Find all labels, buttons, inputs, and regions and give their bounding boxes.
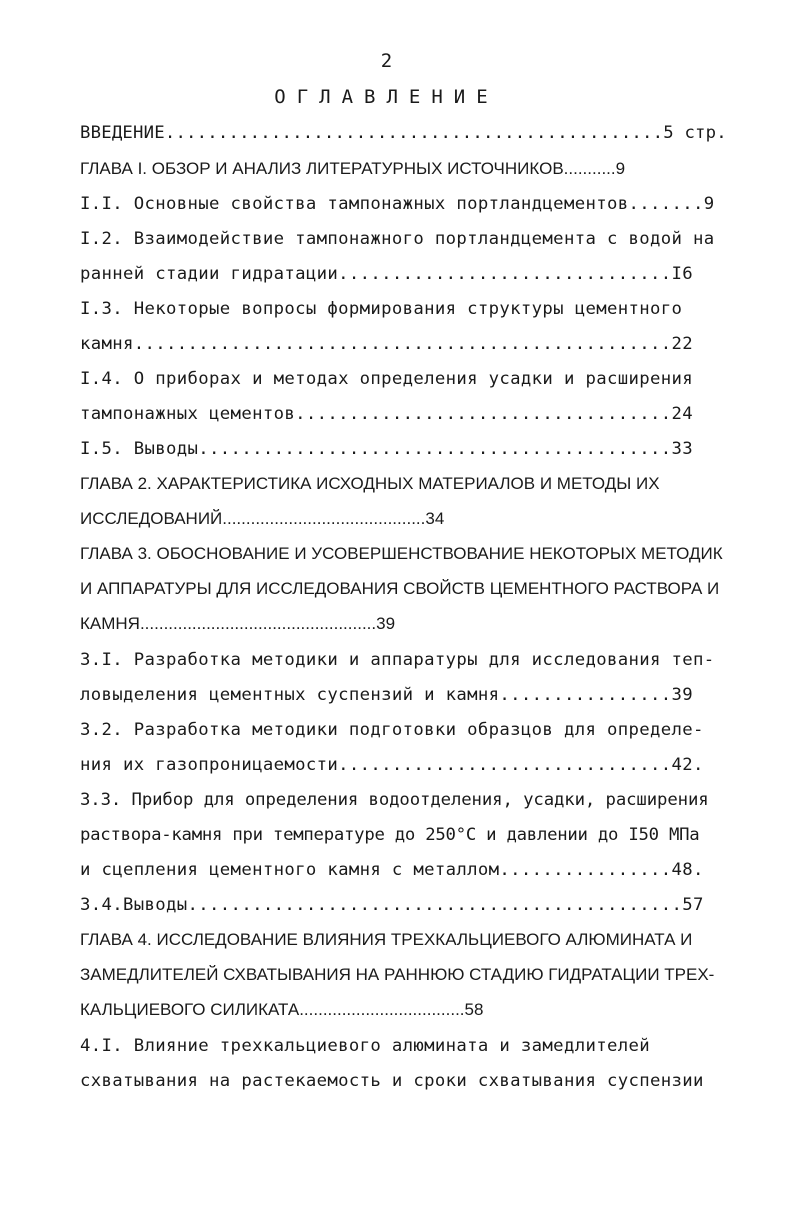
toc-entry-3-2-cont: ния их газопроницаемости...............................42. <box>80 755 704 775</box>
toc-entry-chapter-1: ГЛАВА I. ОБЗОР И АНАЛИЗ ЛИТЕРАТУРНЫХ ИСТОЧНИКОВ...........9 <box>80 159 626 178</box>
toc-entry-3-4: 3.4.Выводы..............................................57 <box>80 895 704 915</box>
toc-entry-4-1-cont: схватывания на растекаемость и сроки схватывания суспензии <box>80 1071 704 1091</box>
toc-entry-1-4: I.4. О приборах и методах определения усадки и расширения <box>80 369 693 389</box>
toc-entry-1-1: I.I. Основные свойства тампонажных портландцементов.......9 <box>80 194 715 214</box>
toc-entry-3-3: 3.3. Прибор для определения водоотделения, усадки, расширения <box>80 790 709 810</box>
toc-entry-chapter-2: ГЛАВА 2. ХАРАКТЕРИСТИКА ИСХОДНЫХ МАТЕРИАЛОВ И МЕТОДЫ ИХ <box>80 474 660 493</box>
toc-entry-3-3-cont-2: и сцепления цементного камня с металлом................48. <box>80 860 704 880</box>
toc-entry-4-1: 4.I. Влияние трехкальциевого алюмината и замедлителей <box>80 1036 650 1056</box>
toc-title: ОГЛАВЛЕНИЕ <box>274 86 499 108</box>
toc-entry-1-2: I.2. Взаимодействие тампонажного портландцемента с водой на <box>80 229 715 249</box>
toc-entry-3-2: 3.2. Разработка методики подготовки образцов для определе- <box>80 720 704 740</box>
toc-entry-1-2-cont: ранней стадии гидратации...............................I6 <box>80 264 693 284</box>
toc-entry-chapter-2-cont: ИССЛЕДОВАНИЙ...........................................34 <box>80 509 445 528</box>
toc-entry-3-1-cont: ловыделения цементных суспензий и камня................39 <box>80 685 693 705</box>
toc-entry-3-3-cont: раствора-камня при температуре до 250°С и давлении до I50 МПа <box>80 825 700 845</box>
toc-entry-chapter-3: ГЛАВА 3. ОБОСНОВАНИЕ И УСОВЕРШЕНСТВОВАНИЕ НЕКОТОРЫХ МЕТОДИК <box>80 544 723 563</box>
page-number: 2 <box>380 50 393 72</box>
toc-entry-introduction: ВВЕДЕНИЕ...............................................5 стр. <box>80 123 727 143</box>
toc-entry-chapter-4-cont: ЗАМЕДЛИТЕЛЕЙ СХВАТЫВАНИЯ НА РАННЮЮ СТАДИЮ ГИДРАТАЦИИ ТРЕХ- <box>80 965 715 984</box>
toc-entry-chapter-4-cont-2: КАЛЬЦИЕВОГО СИЛИКАТА...................................58 <box>80 1000 484 1019</box>
toc-entry-3-1: 3.I. Разработка методики и аппаратуры для исследования теп- <box>80 650 715 670</box>
toc-entry-chapter-3-cont-2: КАМНЯ..................................................39 <box>80 614 396 633</box>
toc-entry-1-3-cont: камня..................................................22 <box>80 334 693 354</box>
toc-entry-chapter-4: ГЛАВА 4. ИССЛЕДОВАНИЕ ВЛИЯНИЯ ТРЕХКАЛЬЦИЕВОГО АЛЮМИНАТА И <box>80 930 693 949</box>
toc-entry-1-4-cont: тампонажных цементов...................................24 <box>80 404 693 424</box>
toc-entry-1-3: I.3. Некоторые вопросы формирования структуры цементного <box>80 299 683 319</box>
toc-entry-chapter-3-cont: И АППАРАТУРЫ ДЛЯ ИССЛЕДОВАНИЯ СВОЙСТВ ЦЕМЕНТНОГО РАСТВОРА И <box>80 579 720 598</box>
toc-entry-1-5: I.5. Выводы............................................33 <box>80 439 693 459</box>
